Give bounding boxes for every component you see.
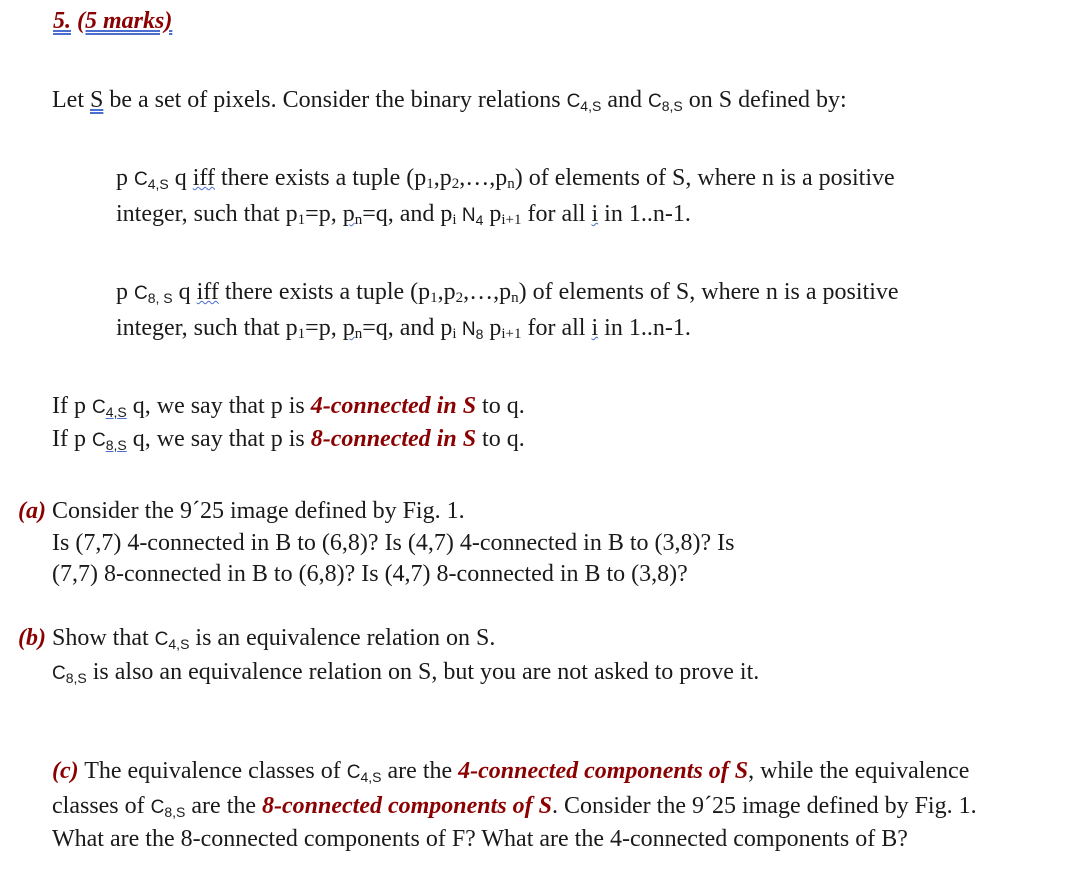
def4-line2: integer, such that p1=p, pn=q, and pi N4 pi+1 for all i in 1..n-1. xyxy=(116,201,691,228)
def4-line1: p C4,S q iff there exists a tuple (p1,p2,…,pn) of elements of S, where n is a positive xyxy=(116,165,895,192)
def8-line1: p C8, S q iff there exists a tuple (p1,p2,…,pn) of elements of S, where n is a positive xyxy=(116,279,899,306)
question-marks: (5 marks) xyxy=(77,8,173,34)
part-b-line2: C8,S is also an equivalence relation on S, but you are not asked to prove it. xyxy=(52,659,760,686)
part-a-label: (a) xyxy=(18,498,46,524)
part-a-line2: Is (7,7) 4-connected in B to (6,8)? Is (4,7) 4-connected in B to (3,8)? Is xyxy=(52,530,735,556)
part-a-line1: (a) Consider the 9´25 image defined by Fig. 1. xyxy=(18,498,465,524)
part-b-line1: (b) Show that C4,S is an equivalence relation on S. xyxy=(18,625,496,652)
term-8-connected: 8-connected in S xyxy=(310,426,477,452)
part-a-line3: (7,7) 8-connected in B to (6,8)? Is (4,7) 8-connected in B to (3,8)? xyxy=(52,561,688,587)
says8-line: If p C8,S q, we say that p is 8-connected in S to q. xyxy=(52,426,525,453)
set-s: S xyxy=(89,87,104,113)
question-number: 5. xyxy=(53,8,71,34)
def8-line2: integer, such that p1=p, pn=q, and pi N8 pi+1 for all i in 1..n-1. xyxy=(116,315,691,342)
says4-line: If p C4,S q, we say that p is 4-connected in S to q. xyxy=(52,393,525,420)
term-4-components: 4-connected components of S xyxy=(458,758,749,784)
term-8-components: 8-connected components of S xyxy=(262,793,552,819)
part-c-line1: (c) The equivalence classes of C4,S are the 4-connected components of S, while the equivalence xyxy=(52,758,970,785)
part-c-label: (c) xyxy=(52,758,79,784)
term-4-connected: 4-connected in S xyxy=(310,393,477,419)
intro-line: Let S be a set of pixels. Consider the binary relations C4,S and C8,S on S defined by: xyxy=(52,87,847,114)
part-c-line3: What are the 8-connected components of F? What are the 4-connected components of B? xyxy=(52,826,908,852)
part-b-label: (b) xyxy=(18,625,46,651)
question-heading xyxy=(53,6,172,36)
part-c-line2: classes of C8,S are the 8-connected components of S. Consider the 9´25 image defined by Fig. 1. xyxy=(52,793,977,820)
